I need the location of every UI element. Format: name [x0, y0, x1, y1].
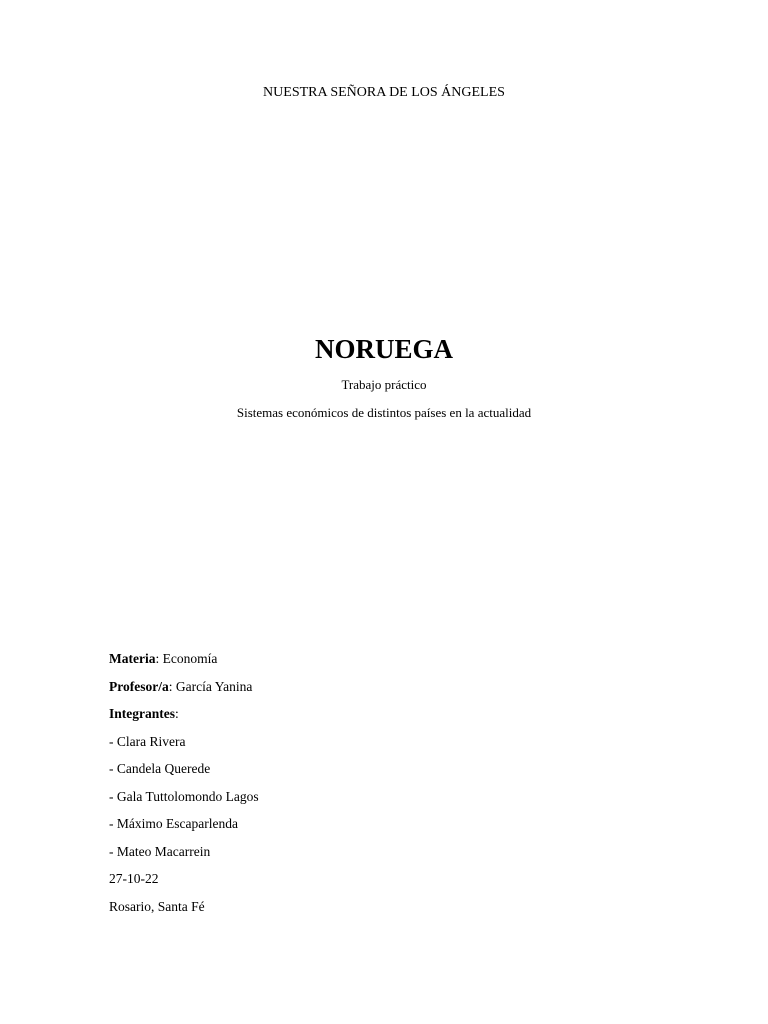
subject-value: : Economía: [155, 651, 218, 666]
subject-line: [109, 650, 259, 678]
subject-label: Materia: [109, 651, 156, 666]
members-suffix: :: [175, 706, 179, 721]
document-title: NORUEGA: [314, 334, 453, 364]
teacher-value: : García Yanina: [168, 678, 253, 694]
member-item: - Máximo Escaparlenda: [109, 816, 238, 831]
school-name: NUESTRA SEÑORA DE LOS ÁNGELES: [263, 85, 505, 100]
location-line: Rosario, Santa Fé: [109, 898, 205, 914]
document-subtitle: Trabajo práctico: [341, 377, 427, 392]
member-item: - Mateo Macarrein: [109, 843, 211, 859]
details-block: [109, 650, 259, 925]
member-item: - Gala Tuttolomondo Lagos: [109, 788, 259, 804]
date-line: 27-10-22: [109, 871, 159, 886]
document-topic: Sistemas económicos de distintos países en la actualidad: [236, 405, 532, 420]
members-label: Integrantes: [109, 706, 175, 721]
members-heading-line: [109, 705, 259, 733]
teacher-label: Profesor/a: [109, 678, 169, 694]
teacher-line: [109, 678, 259, 706]
member-item: - Candela Querede: [109, 761, 211, 776]
member-item: - Clara Rivera: [109, 733, 186, 749]
